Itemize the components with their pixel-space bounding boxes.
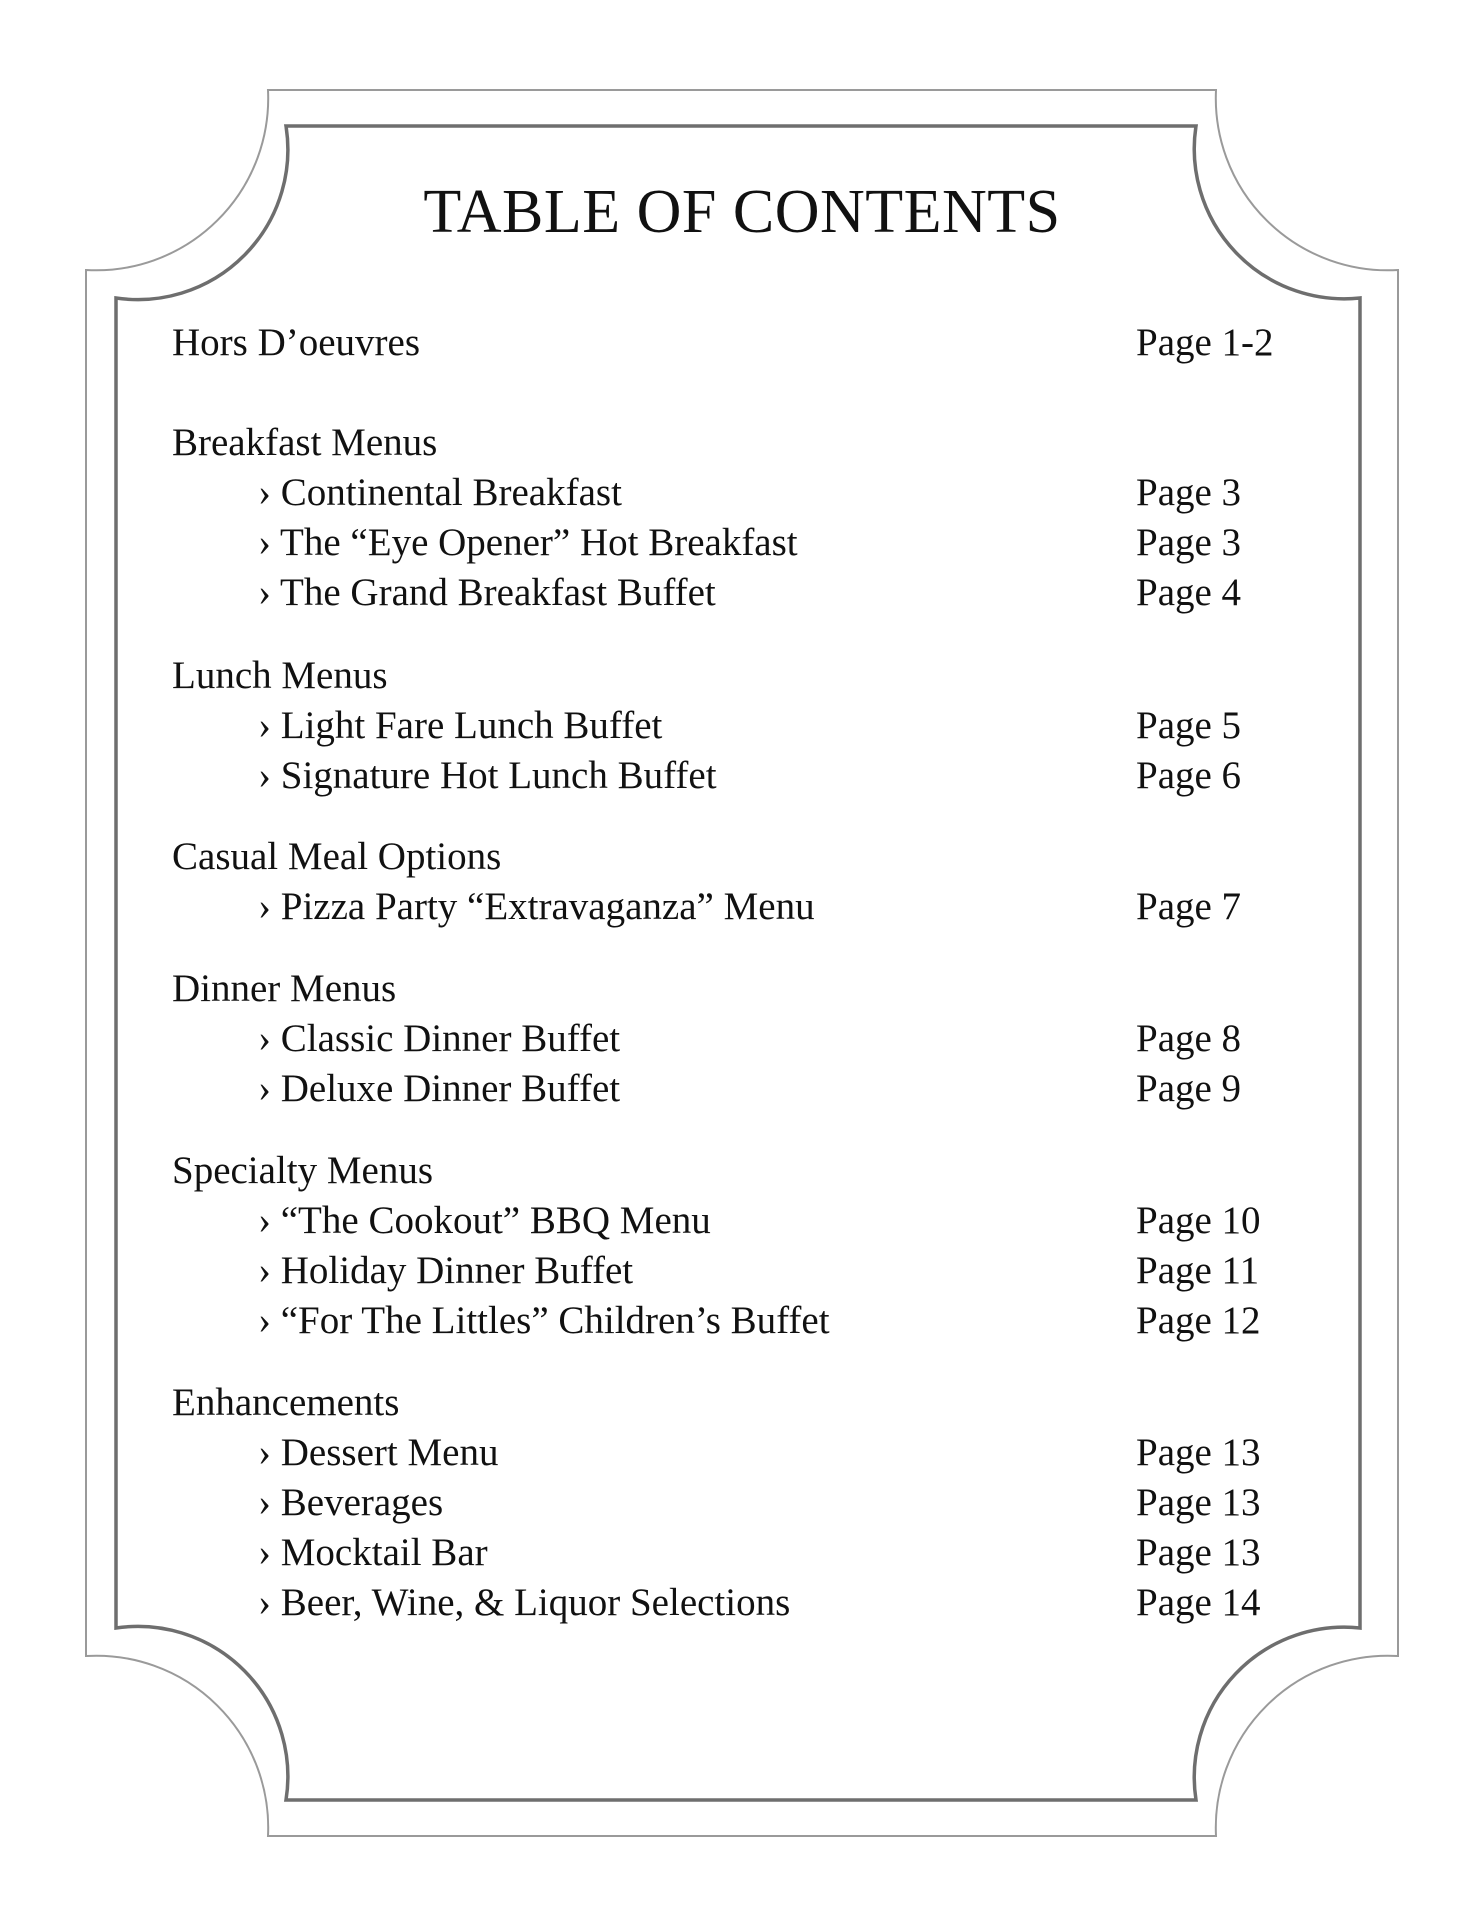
toc-entry-label: › Mocktail Bar	[258, 1531, 488, 1574]
bullet-chevron-icon: ›	[258, 704, 271, 747]
toc-entry-label: › Classic Dinner Buffet	[258, 1017, 621, 1060]
toc-entry-hors-doeuvres[interactable]	[0, 318, 1484, 368]
toc-page-number: Page 1-2	[1136, 321, 1274, 364]
bullet-chevron-icon: ›	[258, 885, 271, 928]
toc-entry-label: Hors D’oeuvres	[172, 321, 421, 364]
toc-section-heading: Enhancements	[172, 1381, 400, 1424]
toc-section-dinner	[0, 964, 1484, 1014]
toc-entry-cookout-bbq[interactable]	[0, 1196, 1484, 1246]
bullet-chevron-icon: ›	[258, 521, 271, 564]
bullet-chevron-icon: ›	[258, 1199, 271, 1242]
toc-page-number: Page 9	[1136, 1067, 1242, 1110]
toc-entry-continental-breakfast[interactable]	[0, 468, 1484, 518]
toc-entry-grand-breakfast-buffet[interactable]	[0, 568, 1484, 618]
toc-entry-label: › The “Eye Opener” Hot Breakfast	[258, 521, 798, 564]
bullet-chevron-icon: ›	[258, 1431, 271, 1474]
toc-entry-dessert-menu[interactable]	[0, 1428, 1484, 1478]
bullet-chevron-icon: ›	[258, 1017, 271, 1060]
toc-page-number: Page 11	[1136, 1249, 1260, 1292]
toc-section-heading: Specialty Menus	[172, 1149, 434, 1192]
toc-entry-label: › Beer, Wine, & Liquor Selections	[258, 1581, 791, 1624]
bullet-chevron-icon: ›	[258, 1531, 271, 1574]
toc-entry-pizza-party[interactable]	[0, 882, 1484, 932]
toc-entry-classic-dinner[interactable]	[0, 1014, 1484, 1064]
toc-entry-eye-opener[interactable]	[0, 518, 1484, 568]
toc-section-heading: Casual Meal Options	[172, 835, 502, 878]
toc-entry-light-fare-lunch[interactable]	[0, 701, 1484, 751]
toc-entry-deluxe-dinner[interactable]	[0, 1064, 1484, 1114]
bullet-chevron-icon: ›	[258, 1299, 271, 1342]
toc-entry-label: › Deluxe Dinner Buffet	[258, 1067, 621, 1110]
toc-page-number: Page 4	[1136, 571, 1242, 614]
toc-section-breakfast	[0, 418, 1484, 468]
toc-page-number: Page 6	[1136, 754, 1242, 797]
toc-section-casual	[0, 832, 1484, 882]
toc-page-number: Page 14	[1136, 1581, 1261, 1624]
toc-entry-label: › Dessert Menu	[258, 1431, 499, 1474]
toc-section-enhancements	[0, 1378, 1484, 1428]
toc-page-number: Page 5	[1136, 704, 1242, 747]
toc-page-number: Page 13	[1136, 1531, 1261, 1574]
toc-entry-label: › “The Cookout” BBQ Menu	[258, 1199, 711, 1242]
toc-section-heading: Dinner Menus	[172, 967, 397, 1010]
page-title: TABLE OF CONTENTS	[423, 178, 1061, 246]
toc-page-number: Page 12	[1136, 1299, 1261, 1342]
bullet-chevron-icon: ›	[258, 1481, 271, 1524]
toc-entry-label: › Pizza Party “Extravaganza” Menu	[258, 885, 815, 928]
toc-entry-signature-hot-lunch[interactable]	[0, 751, 1484, 801]
toc-section-heading: Breakfast Menus	[172, 421, 438, 464]
toc-section-specialty	[0, 1146, 1484, 1196]
toc-entry-label: › “For The Littles” Children’s Buffet	[258, 1299, 830, 1342]
bullet-chevron-icon: ›	[258, 571, 271, 614]
toc-page-number: Page 10	[1136, 1199, 1261, 1242]
toc-page-number: Page 13	[1136, 1431, 1261, 1474]
toc-entry-label: › Light Fare Lunch Buffet	[258, 704, 663, 747]
toc-entry-label: › Beverages	[258, 1481, 444, 1524]
toc-entry-mocktail-bar[interactable]	[0, 1528, 1484, 1578]
toc-entry-holiday-dinner[interactable]	[0, 1246, 1484, 1296]
toc-page-number: Page 13	[1136, 1481, 1261, 1524]
toc-page-number: Page 8	[1136, 1017, 1242, 1060]
toc-section-lunch	[0, 651, 1484, 701]
toc-page-number: Page 3	[1136, 521, 1242, 564]
toc-entry-label: › Holiday Dinner Buffet	[258, 1249, 634, 1292]
toc-entry-label: › Signature Hot Lunch Buffet	[258, 754, 717, 797]
bullet-chevron-icon: ›	[258, 471, 271, 514]
bullet-chevron-icon: ›	[258, 1249, 271, 1292]
bullet-chevron-icon: ›	[258, 1067, 271, 1110]
bullet-chevron-icon: ›	[258, 754, 271, 797]
toc-entry-beer-wine-liquor[interactable]	[0, 1578, 1484, 1628]
toc-entry-label: › Continental Breakfast	[258, 471, 622, 514]
toc-entry-for-the-littles[interactable]	[0, 1296, 1484, 1346]
toc-page-number: Page 3	[1136, 471, 1242, 514]
toc-entry-label: › The Grand Breakfast Buffet	[258, 571, 716, 614]
toc-entry-beverages[interactable]	[0, 1478, 1484, 1528]
toc-page-number: Page 7	[1136, 885, 1242, 928]
toc-section-heading: Lunch Menus	[172, 654, 388, 697]
bullet-chevron-icon: ›	[258, 1581, 271, 1624]
